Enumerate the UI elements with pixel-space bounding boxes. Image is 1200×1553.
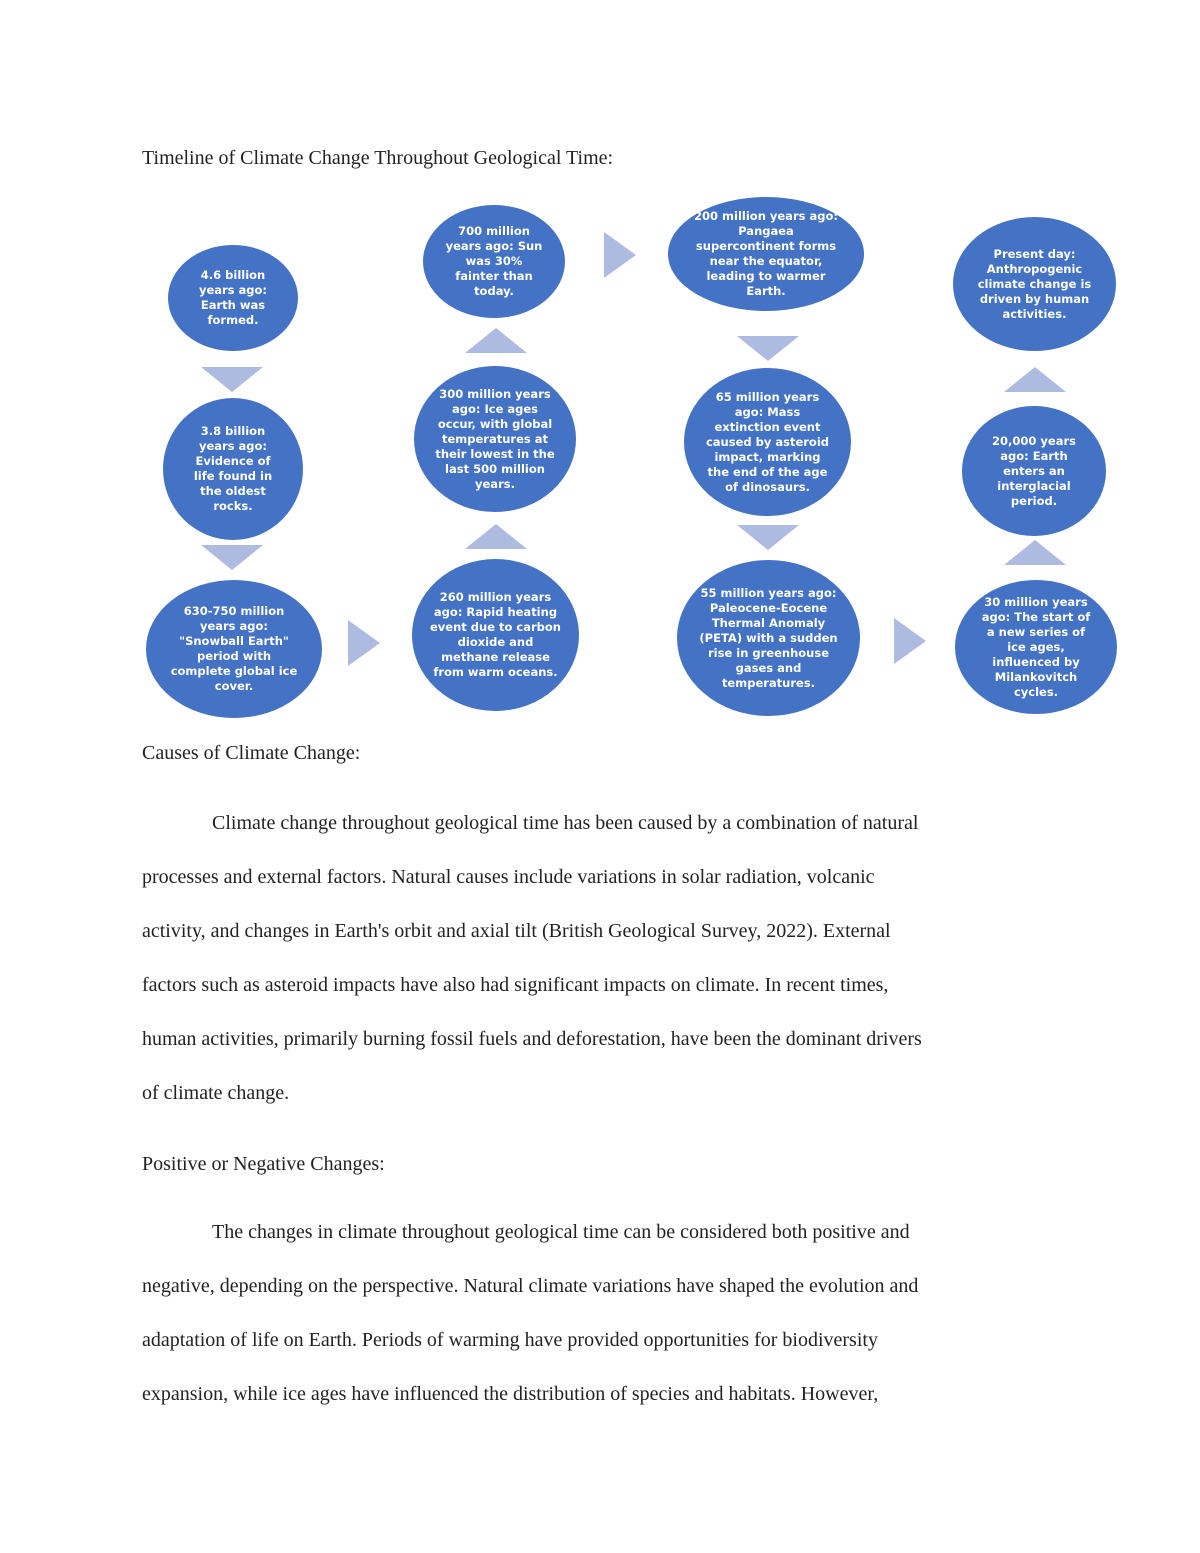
timeline-node: 630-750 million years ago: "Snowball Earth" period with complete global ice cover.: [146, 580, 322, 718]
paragraph-line: expansion, while ice ages have influenced the distribution of species and habitats. However,: [142, 1383, 879, 1405]
timeline-node: 55 million years ago: Paleocene-Eocene Thermal Anomaly (PETA) with a sudden rise in greenhouse gases and temperatures.: [677, 560, 860, 716]
timeline-node: Present day: Anthropogenic climate change is driven by human activities.: [953, 217, 1116, 351]
timeline-node: 65 million years ago: Mass extinction event caused by asteroid impact, marking the end of the age of dinosaurs.: [684, 368, 851, 516]
timeline-node: 200 million years ago: Pangaea supercontinent forms near the equator, leading to warmer Earth.: [668, 197, 864, 311]
timeline-node: 300 million years ago: Ice ages occur, with global temperatures at their lowest in the last 500 million years.: [414, 366, 576, 512]
timeline-node: 3.8 billion years ago: Evidence of life found in the oldest rocks.: [163, 398, 303, 540]
right-arrow-icon: [348, 620, 380, 666]
paragraph-line: adaptation of life on Earth. Periods of warming have provided opportunities for biodiversity: [142, 1329, 878, 1351]
paragraph-line: factors such as asteroid impacts have also had significant impacts on climate. In recent times,: [142, 974, 889, 996]
down-arrow-icon: [737, 525, 799, 550]
right-arrow-icon: [604, 232, 636, 278]
changes-heading: Positive or Negative Changes:: [142, 1153, 385, 1175]
timeline-node: 4.6 billion years ago: Earth was formed.: [168, 245, 298, 351]
paragraph-line: of climate change.: [142, 1082, 290, 1104]
right-arrow-icon: [894, 618, 926, 664]
up-arrow-icon: [465, 328, 527, 353]
up-arrow-icon: [1004, 367, 1066, 392]
down-arrow-icon: [201, 545, 263, 570]
paragraph-line: negative, depending on the perspective. Natural climate variations have shaped the evolution and: [142, 1275, 919, 1297]
paragraph-line: human activities, primarily burning fossil fuels and deforestation, have been the dominant drivers: [142, 1028, 922, 1050]
timeline-node: 30 million years ago: The start of a new series of ice ages, influenced by Milankovitch cycles.: [955, 580, 1117, 714]
timeline-node: 700 million years ago: Sun was 30% fainter than today.: [423, 205, 565, 318]
causes-paragraph: [142, 796, 1072, 1120]
timeline-heading: Timeline of Climate Change Throughout Geological Time:: [142, 147, 614, 169]
paragraph-line: The changes in climate throughout geological time can be considered both positive and: [212, 1221, 910, 1243]
up-arrow-icon: [1004, 540, 1066, 565]
causes-heading: Causes of Climate Change:: [142, 742, 361, 764]
down-arrow-icon: [201, 367, 263, 392]
paragraph-line: activity, and changes in Earth's orbit and axial tilt (British Geological Survey, 2022). External: [142, 920, 891, 942]
timeline-node: 20,000 years ago: Earth enters an interglacial period.: [962, 406, 1106, 536]
down-arrow-icon: [737, 336, 799, 361]
changes-paragraph: [142, 1205, 1072, 1421]
up-arrow-icon: [465, 524, 527, 549]
timeline-node: 260 million years ago: Rapid heating event due to carbon dioxide and methane release from warm oceans.: [412, 559, 579, 711]
paragraph-line: processes and external factors. Natural causes include variations in solar radiation, volcanic: [142, 866, 875, 888]
paragraph-line: Climate change throughout geological time has been caused by a combination of natural: [212, 812, 919, 834]
